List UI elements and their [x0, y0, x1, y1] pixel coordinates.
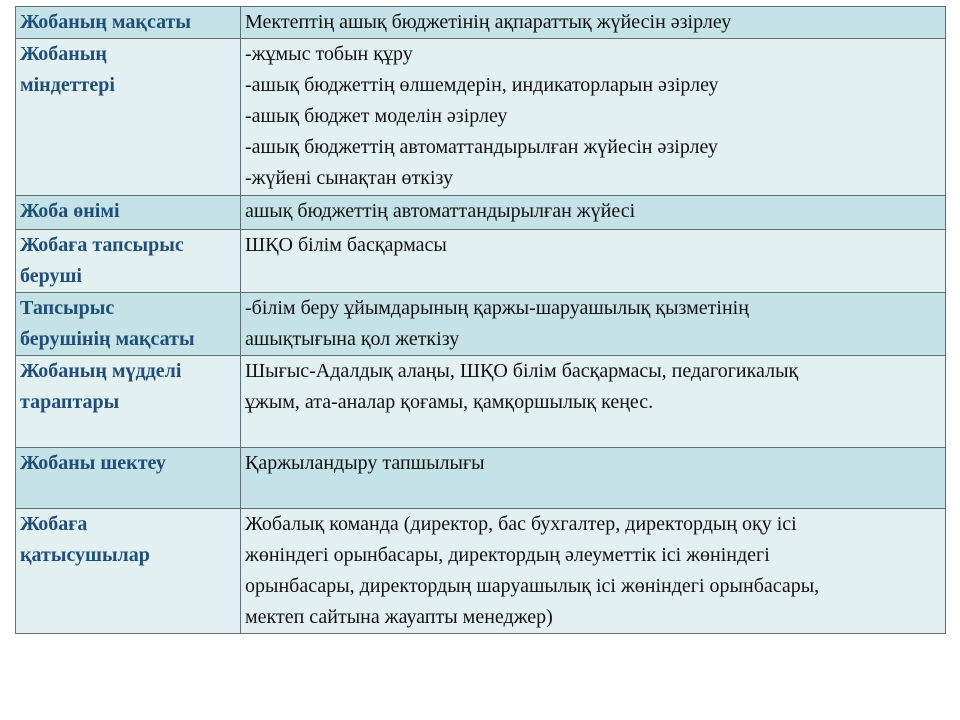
label-line: Жобаның [20, 43, 107, 65]
value-line: Мектептің ашық бюджетінің ақпараттық жүйесін әзірлеу [245, 11, 732, 33]
label-line: Жобаның мүдделі [20, 360, 182, 382]
value-line: ұжым, ата-аналар қоғамы, қамқоршылық кеңес. [245, 391, 654, 413]
table-row [16, 448, 946, 509]
label-line: Жоба өнімі [20, 200, 120, 222]
label-line: беруші [20, 265, 82, 287]
row-value-project-product [241, 196, 946, 230]
label-line: Тапсырыс [20, 297, 115, 319]
row-value-project-tasks [241, 39, 946, 196]
label-line: Жобаны шектеу [20, 452, 166, 474]
value-line: орынбасары, директордың шаруашылық ісі жөніндегі орынбасары, [245, 575, 820, 597]
row-value-project-goal [241, 7, 946, 39]
value-line: -жұмыс тобын құру [245, 43, 413, 65]
value-line: ашықтығына қол жеткізу [245, 328, 460, 350]
table-row [16, 7, 946, 39]
label-line: берушінің мақсаты [20, 328, 195, 350]
table-row [16, 39, 946, 196]
table-row [16, 509, 946, 634]
value-line: Жобалық команда (директор, бас бухгалтер, директордың оқу ісі [245, 513, 797, 535]
value-line: ашық бюджеттің автоматтандырылған жүйесі [245, 200, 636, 222]
label-line: Жобаның мақсаты [20, 11, 191, 33]
value-line: -жүйені сынақтан өткізу [245, 167, 453, 189]
row-label-constraints [16, 448, 241, 509]
value-line: Қаржыландыру тапшылығы [245, 452, 485, 474]
label-line: Жобаға [20, 513, 88, 535]
row-value-stakeholders [241, 356, 946, 448]
label-line: тараптары [20, 391, 120, 413]
value-line: мектеп сайтына жауапты менеджер) [245, 606, 553, 628]
table-row [16, 230, 946, 293]
row-value-constraints [241, 448, 946, 509]
value-line: -ашық бюджет моделін әзірлеу [245, 105, 508, 127]
row-value-customer-goal [241, 293, 946, 356]
row-label-customer [16, 230, 241, 293]
row-label-participants [16, 509, 241, 634]
row-value-customer [241, 230, 946, 293]
value-line: -білім беру ұйымдарының қаржы-шаруашылық қызметінің [245, 297, 749, 319]
value-line: жөніндегі орынбасары, директордың әлеуметтік ісі жөніндегі [245, 544, 770, 566]
row-label-project-product [16, 196, 241, 230]
row-label-project-tasks [16, 39, 241, 196]
table-row [16, 356, 946, 448]
value-line: -ашық бюджеттің өлшемдерін, индикаторларын әзірлеу [245, 74, 719, 96]
table-row [16, 196, 946, 230]
row-label-project-goal [16, 7, 241, 39]
label-line: Жобаға тапсырыс [20, 234, 184, 256]
value-line: ШҚО білім басқармасы [245, 234, 447, 256]
value-line: Шығыс-Адалдық алаңы, ШҚО білім басқармасы, педагогикалық [245, 360, 799, 382]
table-row [16, 293, 946, 356]
row-value-participants [241, 509, 946, 634]
value-line: -ашық бюджеттің автоматтандырылған жүйесін әзірлеу [245, 136, 718, 158]
project-passport-table [15, 6, 946, 634]
label-line: міндеттері [20, 74, 115, 96]
row-label-stakeholders [16, 356, 241, 448]
row-label-customer-goal [16, 293, 241, 356]
label-line: қатысушылар [20, 544, 150, 566]
